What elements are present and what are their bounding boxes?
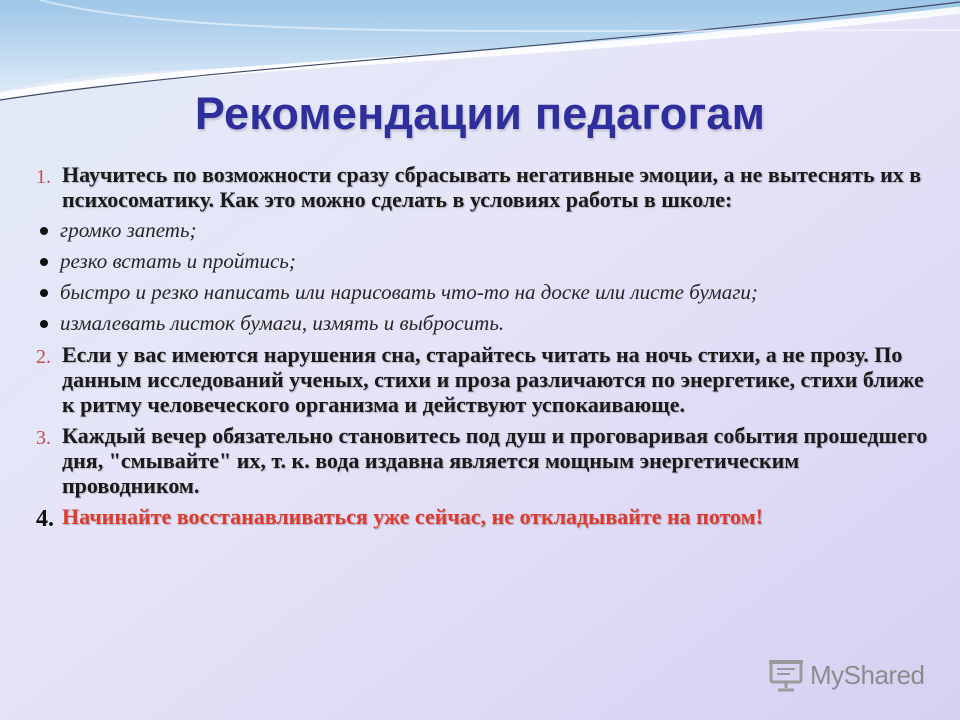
item-number: 2.	[36, 346, 51, 368]
presentation-icon	[768, 658, 804, 692]
bullet-text: измалевать листок бумаги, измять и выбросить.	[60, 311, 505, 335]
list-item	[36, 504, 940, 532]
bullet-text: быстро и резко написать или нарисовать что-то на доске или листе бумаги;	[60, 280, 758, 304]
bullet-dot	[40, 289, 48, 297]
item-number: 1.	[36, 166, 51, 188]
item-number: 3.	[36, 427, 51, 449]
item-text: Каждый вечер обязательно становитесь под душ и проговаривая события прошедшего дня, "смывайте" их, т. к. вода издавна является мощным энергетическим проводником.	[62, 423, 928, 498]
bullet-dot	[40, 258, 48, 266]
slide-title: Рекомендации педагогам	[194, 88, 766, 139]
bullet-text: громко запеть;	[60, 218, 197, 242]
item-text: Научитесь по возможности сразу сбрасывать негативные эмоции, а не вытеснять их в психосоматику. Как это можно сделать в условиях работы в школе:	[62, 162, 922, 212]
list-item	[36, 342, 940, 417]
bullet-item	[36, 280, 940, 305]
bullet-item	[36, 311, 940, 336]
bullet-dot	[40, 320, 48, 328]
bullet-dot	[40, 227, 48, 235]
bullet-item	[36, 218, 940, 243]
watermark-logo	[768, 657, 928, 693]
list-item	[36, 162, 940, 212]
item-number: 4.	[36, 506, 54, 532]
item-text-highlight: Начинайте восстанавливаться уже сейчас, не откладывайте на потом!	[62, 504, 763, 529]
watermark-text: MyShared	[810, 659, 925, 690]
recommendations-list	[36, 162, 940, 532]
bullet-item	[36, 249, 940, 274]
item-text: Если у вас имеются нарушения сна, старайтесь читать на ночь стихи, а не прозу. По данным исследований ученых, стихи и проза различаются по энергетике, стихи ближе к ритму человеческого организма и действуют успокаивающе.	[62, 342, 924, 417]
list-item	[36, 423, 940, 498]
bullet-text: резко встать и пройтись;	[60, 249, 296, 273]
